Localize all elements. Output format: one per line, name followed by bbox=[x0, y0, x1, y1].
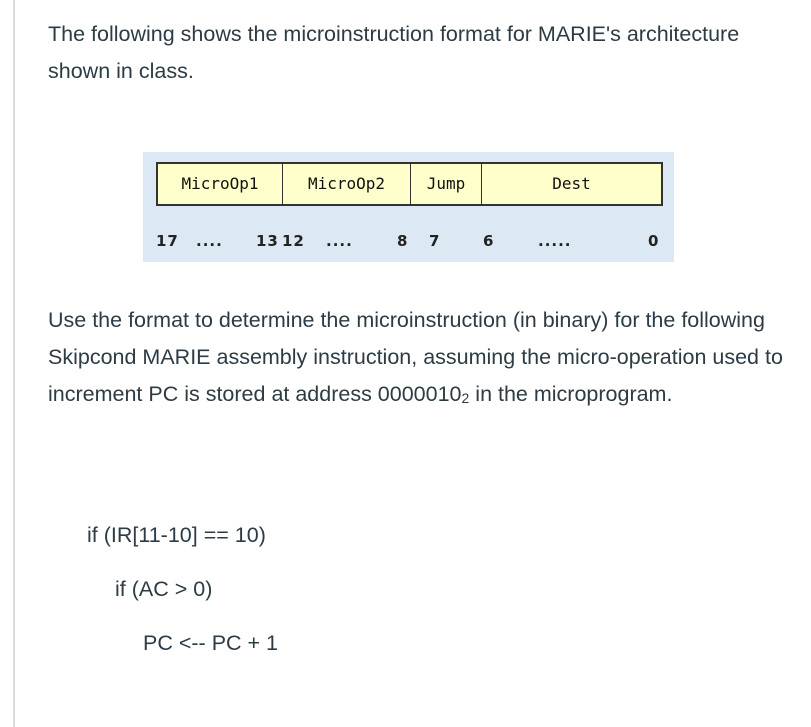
field-jump: Jump bbox=[411, 164, 482, 204]
bit-label-7: 7 bbox=[429, 232, 441, 250]
bit-label-dots: .... bbox=[326, 232, 353, 250]
code-line-3: PC <-- PC + 1 bbox=[143, 631, 279, 655]
field-microop2: MicroOp2 bbox=[283, 164, 411, 204]
bit-label-6: 6 bbox=[483, 232, 495, 250]
bit-label-dots: ..... bbox=[538, 232, 572, 250]
bit-label-dots: .... bbox=[196, 232, 223, 250]
bit-label-12: 12 bbox=[282, 232, 305, 250]
field-microop1: MicroOp1 bbox=[158, 164, 283, 204]
bit-label-13: 13 bbox=[256, 232, 279, 250]
content-left-border bbox=[13, 0, 15, 727]
bit-label-17: 17 bbox=[156, 232, 179, 250]
question-paragraph bbox=[48, 302, 788, 413]
microinstruction-format-figure bbox=[143, 152, 674, 262]
question-text-end: in the microprogram. bbox=[469, 382, 673, 406]
intro-paragraph: The following shows the microinstruction format for MARIE's architecture shown in class. bbox=[48, 22, 740, 83]
code-line-2: if (AC > 0) bbox=[115, 577, 213, 601]
question-subscript: 2 bbox=[461, 390, 470, 406]
bit-label-0: 0 bbox=[648, 232, 660, 250]
field-dest: Dest bbox=[552, 174, 591, 193]
question-text: Use the format to determine the microinstruction (in binary) for the following Skipcond MARIE assembly instruction, assuming the micro-operation used to increment PC is stored at address 0000010 bbox=[48, 308, 783, 406]
format-box bbox=[156, 162, 663, 206]
bit-label-8: 8 bbox=[397, 232, 409, 250]
code-line-1: if (IR[11-10] == 10) bbox=[87, 523, 266, 547]
